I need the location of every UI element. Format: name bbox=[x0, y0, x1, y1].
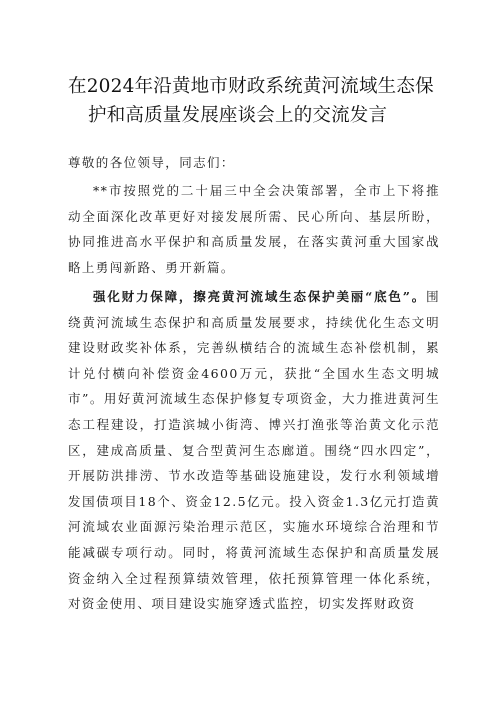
salutation: 尊敬的各位领导，同志们： bbox=[68, 155, 235, 170]
paragraph-lead-heading: 强化财力保障，擦亮黄河流域生态保护美丽“底色”。 bbox=[93, 289, 427, 304]
paragraph-intro: **市按照党的二十届三中全会决策部署，全市上下将推动全面深化改革更好对接发展所需、民心所向、基层所盼，协同推进高水平保护和高质量发展，在落实黄河重大国家战略上勇闯新路、勇开新篇。 bbox=[68, 183, 440, 275]
document-title bbox=[68, 72, 448, 130]
paragraph-fiscal-support bbox=[68, 284, 440, 617]
paragraph-body-text: 围绕黄河流域生态保护和高质量发展要求，持续优化生态文明建设财政奖补体系，完善纵横结合的流域生态补偿机制，累计兑付横向补偿资金4600万元，获批“全国水生态文明城市”。用好黄河流域生态保护修复专项资金，大力推进黄河生态工程建设，打造滨城小街湾、博兴打渔张等治黄文化示范区，建成高质量、复合型黄河生态廊道。围绕“四水四定”，开展防洪排涝、节水改造等基础设施建设，发行水利领域增发国债项目18个、资金12.5亿元。投入资金1.3亿元打造黄河流域农业面源污染治理示范区，实施水环境综合治理和节能减碳专项行动。同时，将黄河流域生态保护和高质量发展资金纳入全过程预算绩效管理，依托预算管理一体化系统，对资金使用、项目建设实施穿透式监控，切实发挥财政资 bbox=[68, 289, 440, 612]
title-line-2: 护和高质量发展座谈会上的交流发言 bbox=[88, 105, 388, 126]
title-line-1: 在2024年沿黄地市财政系统黄河流域生态保 bbox=[68, 76, 434, 97]
